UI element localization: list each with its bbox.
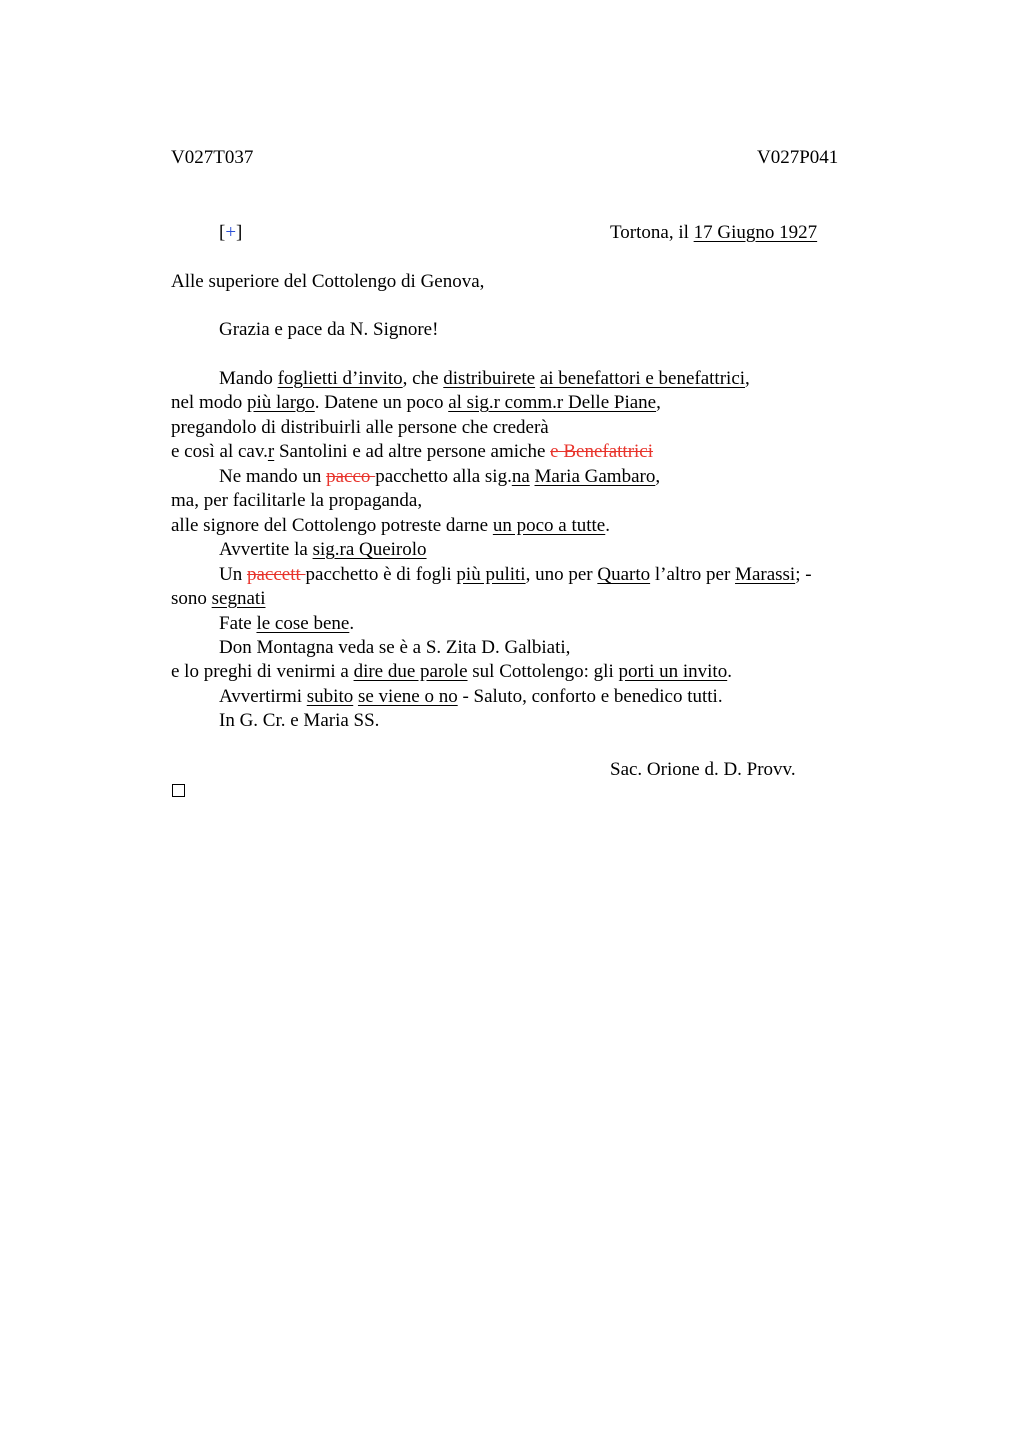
text-segment: ma, per facilitarle la propaganda,: [171, 490, 423, 511]
underlined-text: più puliti: [456, 564, 526, 585]
text-segment: , che: [402, 368, 444, 389]
text-segment: e lo preghi di venirmi a: [171, 661, 354, 682]
text-segment: Fate: [219, 613, 257, 634]
text-segment: In G. Cr. e Maria SS.: [219, 710, 380, 731]
text-segment: sono: [171, 588, 212, 609]
underlined-text: subito: [306, 686, 354, 707]
body-line: [219, 636, 570, 660]
text-segment: ; -: [795, 564, 812, 585]
greeting: Grazia e pace da N. Signore!: [219, 319, 439, 340]
body-line: [219, 709, 379, 733]
text-segment: ,: [655, 466, 661, 487]
body-line: [219, 465, 660, 489]
underlined-text: al sig.r comm.r Delle Piane: [448, 392, 657, 413]
body-line: [219, 538, 427, 562]
date-prefix: Tortona, il: [610, 222, 694, 243]
text-segment: Avvertite la: [219, 539, 313, 560]
body-line: [219, 367, 750, 391]
text-segment: Santolini e ad altre persone amiche: [274, 441, 551, 462]
body-line: [171, 514, 610, 538]
body-line: [219, 612, 354, 636]
text-segment: Avvertirmi: [219, 686, 307, 707]
body-line: [171, 587, 265, 611]
text-segment: .: [605, 515, 610, 536]
date-value: 17 Giugno 1927: [693, 222, 818, 243]
underlined-text: più largo: [247, 392, 315, 413]
text-segment: , uno per: [525, 564, 598, 585]
underlined-text: dire due parole: [353, 661, 468, 682]
deleted-text: e Benefattrici: [550, 441, 654, 462]
bracket-open: [: [219, 222, 226, 243]
body-line: [171, 416, 549, 440]
text-segment: Don Montagna veda se è a S. Zita D. Galbiati,: [219, 637, 571, 658]
document-code-right: V027P041: [757, 147, 839, 168]
underlined-text: segnati: [211, 588, 266, 609]
text-segment: pregandolo di distribuirli alle persone che crederà: [171, 417, 549, 438]
square-outline-icon: [172, 784, 185, 797]
text-segment: ,: [656, 392, 661, 413]
text-segment: pacchetto alla sig.: [375, 466, 512, 487]
addressee: Alle superiore del Cottolengo di Genova,: [171, 271, 485, 292]
underlined-text: sig.ra Queirolo: [312, 539, 427, 560]
text-segment: .: [349, 613, 355, 634]
editorial-note-marker: [219, 221, 242, 245]
underlined-text: le cose bene: [256, 613, 350, 634]
text-segment: .: [727, 661, 732, 682]
body-line: [171, 391, 661, 415]
body-line: [171, 489, 422, 513]
plus-link[interactable]: +: [225, 222, 237, 243]
underlined-text: se viene o no: [357, 686, 458, 707]
deleted-text: paccett: [246, 564, 306, 585]
underlined-text: Quarto: [597, 564, 651, 585]
text-segment: pacchetto è di fogli: [305, 564, 457, 585]
bracket-close: ]: [236, 222, 243, 243]
underlined-text: distribuirete: [443, 368, 536, 389]
body-line: [219, 563, 812, 587]
text-segment: l’altro per: [650, 564, 736, 585]
text-segment: ,: [745, 368, 750, 389]
text-segment: Un: [219, 564, 247, 585]
text-segment: . Datene un poco: [314, 392, 449, 413]
text-segment: nel modo: [171, 392, 247, 413]
underlined-text: ai benefattori e benefattrici: [539, 368, 746, 389]
underlined-text: r: [267, 441, 275, 462]
underlined-text: Maria Gambaro: [534, 466, 656, 487]
deleted-text: pacco: [326, 466, 376, 487]
body-line: [171, 440, 653, 464]
underlined-text: un poco a tutte: [492, 515, 606, 536]
signature: Sac. Orione d. D. Provv.: [610, 759, 796, 780]
text-segment: sul Cottolengo: gli: [467, 661, 619, 682]
underlined-text: na: [511, 466, 530, 487]
text-segment: alle signore del Cottolengo potreste darne: [171, 515, 493, 536]
underlined-text: Marassi: [735, 564, 796, 585]
document-code-left: V027T037: [171, 147, 254, 168]
text-segment: Ne mando un: [219, 466, 327, 487]
body-line: [219, 685, 723, 709]
underlined-text: foglietti d’invito: [277, 368, 403, 389]
date-line: [610, 221, 817, 245]
body-line: [171, 660, 732, 684]
underlined-text: porti un invito: [618, 661, 728, 682]
text-segment: e così al cav.: [171, 441, 268, 462]
text-segment: - Saluto, conforto e benedico tutti.: [457, 686, 723, 707]
text-segment: Mando: [219, 368, 278, 389]
